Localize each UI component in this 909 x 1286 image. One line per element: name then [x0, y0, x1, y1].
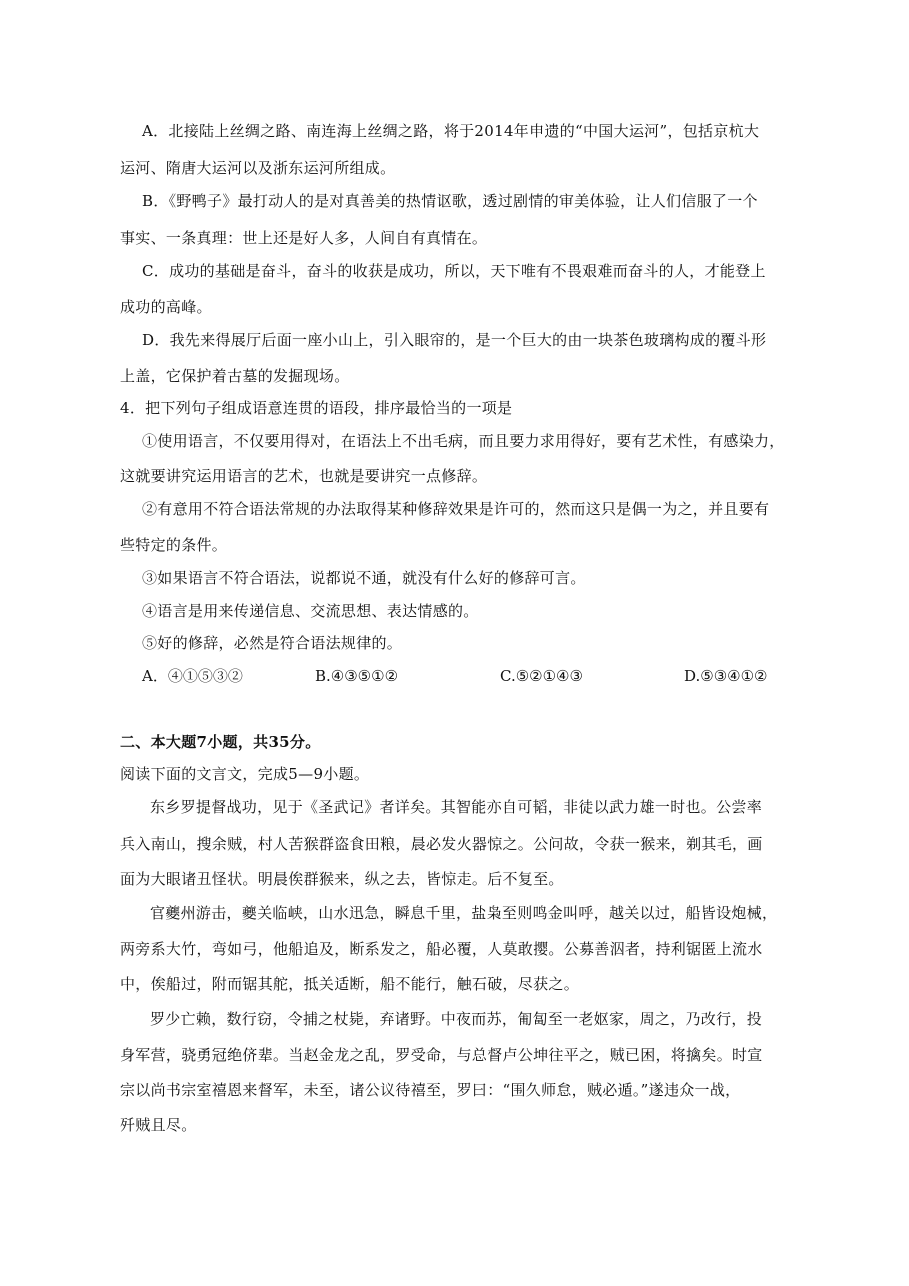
q3-option-a-line-2: 运河、隋唐大运河以及浙东运河所组成。 — [120, 159, 396, 177]
q4-sentence-5: ⑤好的修辞，必然是符合语法规律的。 — [142, 634, 403, 652]
q4-stem: 4．把下列句子组成语意连贯的语段，排序最恰当的一项是 — [120, 399, 513, 417]
section-2-instruction: 阅读下面的文言文，完成5—9小题。 — [120, 765, 370, 783]
q3-option-d-line-2: 上盖，它保护着古墓的发掘现场。 — [120, 367, 350, 385]
passage-p3-line-3: 宗以尚书宗室禧恩来督军，未至，诸公议待禧至，罗曰：“围久师怠，贼必遁。”遂违众一战， — [120, 1081, 741, 1099]
q3-option-b-line-1: B．《野鸭子》最打动人的是对真善美的热情讴歌，透过剧情的审美体验，让人们信服了一个 — [142, 192, 758, 210]
q4-choice-b: B.④③⑤①② — [315, 667, 399, 685]
q3-option-c-line-1: C．成功的基础是奋斗，奋斗的收获是成功，所以，天下唯有不畏艰难而奋斗的人，才能登上 — [142, 262, 766, 280]
q4-sentence-2-line-2: 些特定的条件。 — [120, 536, 228, 554]
q4-choice-d: D.⑤③④①② — [684, 667, 768, 685]
q4-sentence-2-line-1: ②有意用不符合语法常规的办法取得某种修辞效果是许可的，然而这只是偶一为之，并且要有 — [142, 500, 770, 518]
q3-option-d-line-1: D．我先来得展厅后面一座小山上，引入眼帘的，是一个巨大的由一块茶色玻璃构成的覆斗形 — [142, 331, 767, 349]
q4-sentence-3: ③如果语言不符合语法，说都说不通，就没有什么好的修辞可言。 — [142, 569, 586, 587]
passage-p2-line-3: 中，俟船过，附而锯其舵，抵关适断，船不能行，触石破，尽获之。 — [120, 975, 580, 993]
q4-choice-a: A．④①⑤③② — [142, 667, 243, 685]
passage-p2-line-2: 两旁系大竹，弯如弓，他船追及，断系发之，船必覆，人莫敢撄。公募善泅者，持利锯匿上流水 — [120, 940, 763, 958]
passage-p2-line-1: 官夔州游击，夔关临峡，山水迅急，瞬息千里，盐枭至则鸣金叫呼，越关以过，船皆设炮械， — [150, 904, 778, 922]
passage-p3-line-2: 身军营，骁勇冠绝侪辈。当赵金龙之乱，罗受命，与总督卢公坤往平之，贼已困，将擒矣。时宣 — [120, 1046, 763, 1064]
q3-option-a-line-1: A．北接陆上丝绸之路、南连海上丝绸之路，将于2014年申遗的“中国大运河”，包括京杭大 — [142, 122, 760, 140]
q4-sentence-4: ④语言是用来传递信息、交流思想、表达情感的。 — [142, 602, 479, 620]
passage-p3-line-1: 罗少亡赖，数行窃，令捕之杖毙，弃诸野。中夜而苏，匍匐至一老妪家，周之，乃改行，投 — [150, 1010, 763, 1028]
passage-p1-line-1: 东乡罗提督战功，见于《圣武记》者详矣。其智能亦自可韬，非徒以武力雄一时也。公尝率 — [150, 798, 763, 816]
q4-choice-c: C.⑤②①④③ — [500, 667, 583, 685]
q3-option-b-line-2: 事实、一条真理：世上还是好人多，人间自有真情在。 — [120, 229, 488, 247]
q3-option-c-line-2: 成功的高峰。 — [120, 298, 212, 316]
passage-p1-line-2: 兵入南山，搜余贼，村人苦猴群盗食田粮，晨必发火器惊之。公问故，令获一猴来，剃其毛，画 — [120, 835, 763, 853]
passage-p3-line-4: 歼贼且尽。 — [120, 1116, 197, 1134]
passage-p1-line-3: 面为大眼诸丑怪状。明晨俟群猴来，纵之去，皆惊走。后不复至。 — [120, 870, 564, 888]
q4-sentence-1-line-1: ①使用语言，不仅要用得对，在语法上不出毛病，而且要力求用得好，要有艺术性，有感染力， — [142, 432, 785, 450]
q4-sentence-1-line-2: 这就要讲究运用语言的艺术，也就是要讲究一点修辞。 — [120, 467, 488, 485]
section-2-heading: 二、本大题7小题，共35分。 — [120, 733, 321, 751]
